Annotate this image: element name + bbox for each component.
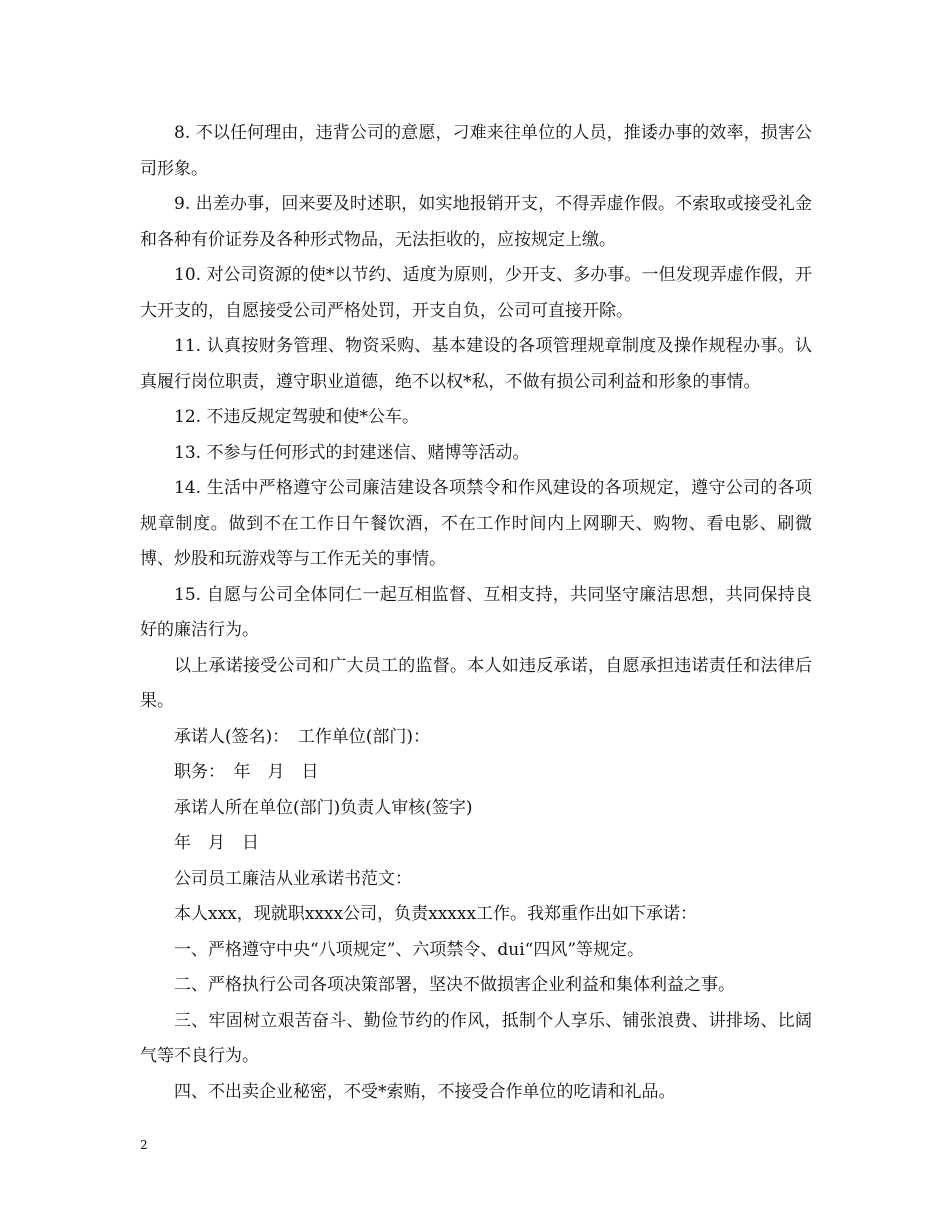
- paragraph-item-15: 15. 自愿与公司全体同仁一起互相监督、互相支持，共同坚守廉洁思想，共同保持良好的廉洁行为。: [140, 584, 812, 640]
- paragraph-sample-item-3: 三、牢固树立艰苦奋斗、勤俭节约的作风，抵制个人享乐、铺张浪费、讲排场、比阔气等不良行为。: [140, 1010, 812, 1066]
- signature-line-promisor: 承诺人(签名)： 工作单位(部门)：: [174, 726, 431, 747]
- paragraph-sample-item-2: 二、严格执行公司各项决策部署，坚决不做损害企业利益和集体利益之事。: [174, 975, 735, 995]
- signature-line-review-date: 年 月 日: [174, 833, 259, 853]
- paragraph-item-13: 13. 不参与任何形式的封建迷信、赌博等活动。: [174, 442, 530, 463]
- page-number: 2: [140, 1138, 148, 1152]
- signature-line-position-date: 职务： 年 月 日: [174, 762, 319, 782]
- paragraph-sample-item-4: 四、不出卖企业秘密，不受*索贿，不接受合作单位的吃请和礼品。: [174, 1081, 676, 1102]
- paragraph-item-14: 14. 生活中严格遵守公司廉洁建设各项禁令和作风建设的各项规定，遵守公司的各项规章制度。做到不在工作日午餐饮酒，不在工作时间内上网聊天、购物、看电影、刷微博、炒股和玩游戏等与工作无关的事情。: [140, 478, 812, 569]
- signature-line-reviewer: 承诺人所在单位(部门)负责人审核(签字): [174, 797, 473, 818]
- paragraph-item-9: 9. 出差办事，回来要及时述职，如实地报销开支，不得弄虚作假。不索取或接受礼金和各种有价证券及各种形式物品，无法拒收的，应按规定上缴。: [140, 194, 812, 250]
- paragraph-item-11: 11. 认真按财务管理、物资采购、基本建设的各项管理规章制度及操作规程办事。认真履行岗位职责，遵守职业道德，绝不以权*私，不做有损公司利益和形象的事情。: [140, 336, 812, 392]
- document-body: [140, 116, 812, 1110]
- section-heading-sample: 公司员工廉洁从业承诺书范文：: [174, 868, 412, 889]
- paragraph-item-10: 10. 对公司资源的使*以节约、适度为原则，少开支、多办事。一但发现弄虚作假，开大开支的，自愿接受公司严格处罚，开支自负，公司可直接开除。: [140, 265, 812, 321]
- paragraph-item-12: 12. 不违反规定驾驶和使*公车。: [174, 407, 419, 427]
- paragraph-supervision-statement: 以上承诺接受公司和广大员工的监督。本人如违反承诺，自愿承担违诺责任和法律后果。: [140, 655, 812, 711]
- paragraph-item-8: 8. 不以任何理由，违背公司的意愿，刁难来往单位的人员，推诿办事的效率，损害公司形象。: [140, 123, 812, 179]
- paragraph-sample-intro: 本人xxx，现就职xxxx公司，负责xxxxx工作。我郑重作出如下承诺：: [174, 904, 698, 924]
- paragraph-sample-item-1: 一、严格遵守中央“八项规定”、六项禁令、dui“四风”等规定。: [174, 939, 645, 960]
